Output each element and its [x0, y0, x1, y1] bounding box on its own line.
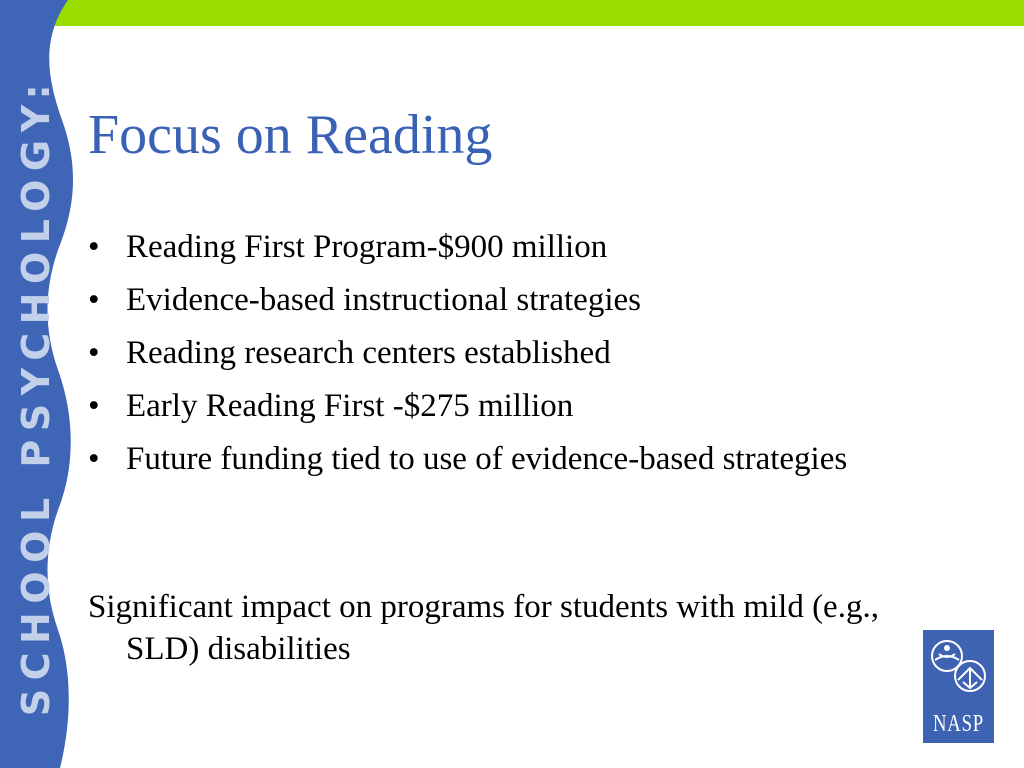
bullet-marker: •: [88, 335, 100, 371]
bullet-text: Evidence-based instructional strategies: [126, 282, 641, 318]
top-accent-bar: [0, 0, 1024, 26]
bullet-marker: •: [88, 388, 100, 424]
bullet-text: Reading research centers established: [126, 335, 611, 371]
bullet-item: [88, 279, 908, 321]
nasp-emblem-icon: [923, 630, 994, 710]
bullet-text: Early Reading First -$275 million: [126, 388, 574, 424]
bullet-marker: •: [88, 282, 100, 318]
bullet-item: [88, 385, 908, 427]
bullet-text: Reading First Program-$900 million: [126, 229, 608, 265]
bullet-item: [88, 332, 908, 374]
logo-text: NASP: [933, 711, 984, 737]
nasp-logo: [923, 630, 994, 743]
bullet-item: [88, 226, 908, 268]
bullet-marker: •: [88, 229, 100, 265]
bullet-marker: •: [88, 441, 100, 477]
bullet-list: [88, 226, 908, 491]
slide-title: Focus on Reading: [88, 104, 493, 166]
bullet-text: Future funding tied to use of evidence-based strategies: [126, 441, 848, 477]
bullet-item: [88, 438, 908, 480]
summary-paragraph: Significant impact on programs for students with mild (e.g., SLD) disabilities: [88, 589, 879, 667]
side-label: SCHOOL PSYCHOLOGY:: [14, 75, 58, 717]
